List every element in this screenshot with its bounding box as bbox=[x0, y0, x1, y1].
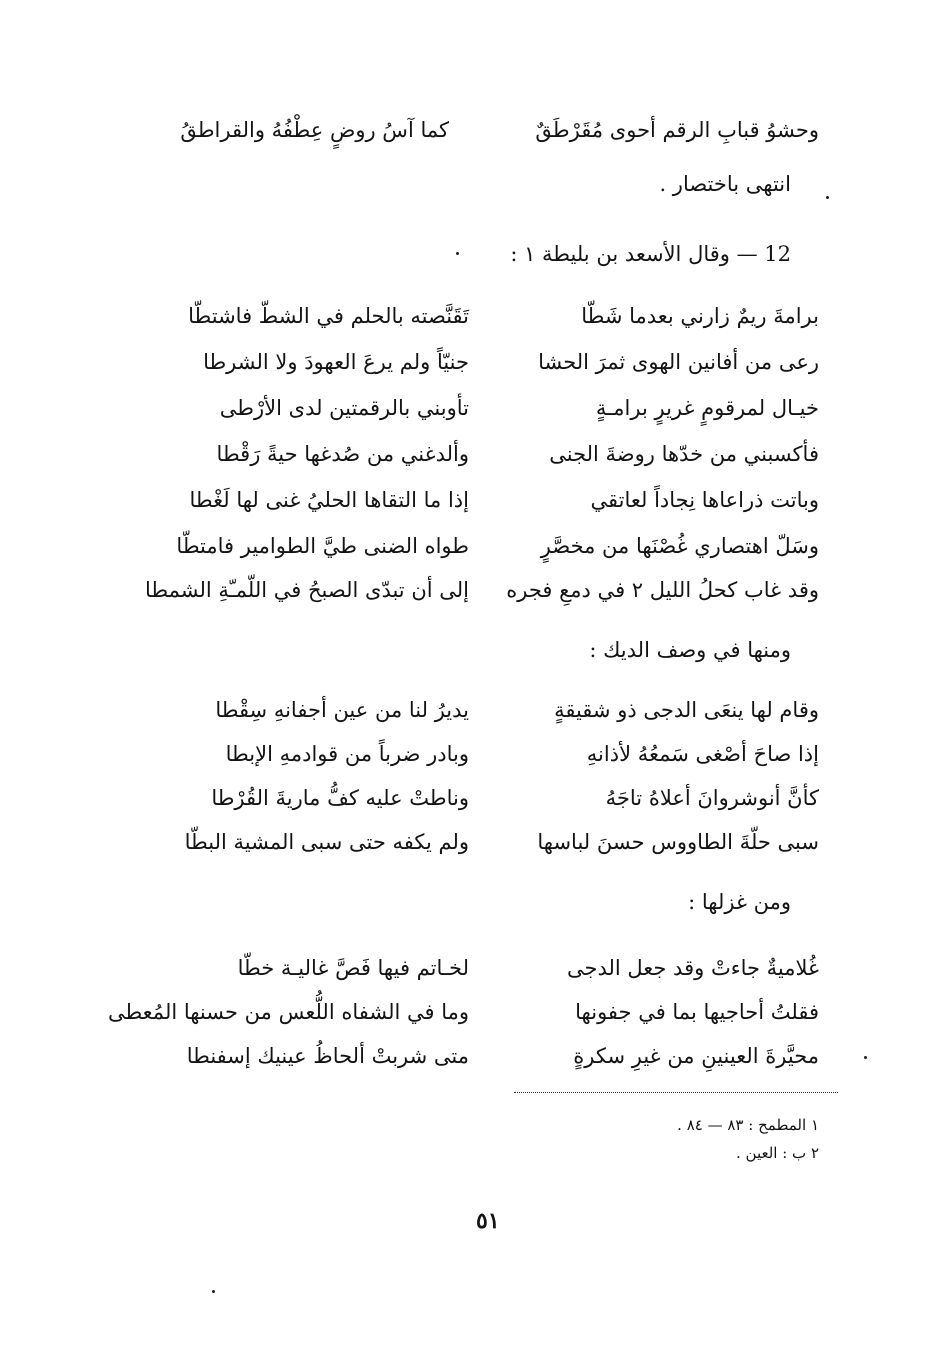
footnote-separator bbox=[514, 1092, 838, 1093]
verse-right: وسَلّ اهتصاري غُصْنَها من مخصَّرٍ bbox=[540, 534, 819, 558]
verse-left: لخـاتم فيها فَصَّ غاليـة خطّا bbox=[237, 956, 469, 980]
verse-left: تأوبني بالرقمتين لدى الأرْطى bbox=[219, 396, 469, 420]
rooster-heading: ومنها في وصف الديك : bbox=[589, 638, 791, 662]
verse-right: خيـال لمرقومٍ غريرٍ برامـةٍ bbox=[595, 396, 819, 420]
verse-right: برامةَ ريمٌ زارني بعدما شَطّا bbox=[581, 304, 819, 328]
verse-left: تَقَنَّصته بالحلم في الشطّ فاشتطّا bbox=[188, 304, 469, 328]
verse-right: رعى من أفانين الهوى ثمرَ الحشا bbox=[538, 350, 819, 374]
verse-right: وقام لها ينعَى الدجى ذو شقيقةٍ bbox=[554, 698, 819, 722]
verse-left: إلى أن تبدّى الصبحُ في اللّمـّةِ الشمطا bbox=[144, 578, 469, 602]
footnote-2: ٢ ب : العين . bbox=[736, 1144, 819, 1162]
ghazal-heading: ومن غزلها : bbox=[688, 890, 791, 914]
verse-right: غُلاميةٌ جاءتْ وقد جعل الدجى bbox=[566, 956, 819, 980]
verse-right: فأكسبني من خدّها روضةَ الجنى bbox=[549, 442, 819, 466]
verse-right: وقد غاب كحلُ الليل ٢ في دمعِ فجره bbox=[506, 578, 819, 602]
verse-left: جنيّاً ولم يرعَ العهودَ ولا الشرطا bbox=[203, 350, 469, 374]
verse-left: وألدغني من صُدغها حيةً رَقْطا bbox=[216, 442, 469, 466]
verse-right: إذا صاحَ أصْغى سَمعُهُ لأذانهِ bbox=[586, 742, 819, 766]
verse-right: وباتت ذراعاها نِجاداً لعاتقي bbox=[590, 488, 819, 512]
verse-left: وما في الشفاه اللُّعس من حسنها المُعطى bbox=[107, 1000, 469, 1024]
verse-right: فقلتُ أحاجيها بما في جفونها bbox=[575, 1000, 819, 1024]
verse-left: وبادر ضرباً من قوادمهِ الإبطا bbox=[225, 742, 469, 766]
verse-right: سبى حلّةَ الطاووس حسنَ لباسها bbox=[537, 830, 819, 854]
verse-right: كأنَّ أنوشروانَ أعلاهُ تاجَهُ bbox=[605, 786, 819, 810]
intro-verse-right: وحشوُ قبابِ الرقم أحوى مُقَرْطَقٌ bbox=[535, 118, 819, 142]
scan-speck bbox=[212, 1290, 215, 1293]
scan-speck bbox=[456, 252, 459, 255]
section-heading: 12 — وقال الأسعد بن بليطة ١ : bbox=[510, 242, 791, 266]
verse-left: ولم يكفه حتى سبى المشية البطّا bbox=[184, 830, 469, 854]
verse-right: محيَّرةَ العينينِ من غيرِ سكرةٍ bbox=[573, 1044, 819, 1068]
verse-left: طواه الضنى طيَّ الطوامير فامتطّا bbox=[176, 534, 469, 558]
scan-speck bbox=[826, 196, 829, 199]
verse-left: متى شربتْ ألحاظُ عينيك إسفنطا bbox=[186, 1044, 469, 1068]
verse-left: إذا ما التقاها الحليُ غنى لها لَغْطا bbox=[189, 488, 469, 512]
footnote-1: ١ المطمح : ٨٣ — ٨٤ . bbox=[677, 1116, 819, 1134]
ended-note: انتهى باختصار . bbox=[659, 172, 791, 196]
verse-left: وناطتْ عليه كفُّ ماريةَ القُرْطا bbox=[211, 786, 469, 810]
verse-left: يديرُ لنا من عين أجفانهِ سِقْطا bbox=[215, 698, 469, 722]
intro-verse-left: كما آسُ روضٍ عِطْفُهُ والقراطقُ bbox=[180, 118, 449, 142]
scan-speck bbox=[864, 1056, 867, 1059]
page-number: ٥١ bbox=[476, 1208, 500, 1234]
